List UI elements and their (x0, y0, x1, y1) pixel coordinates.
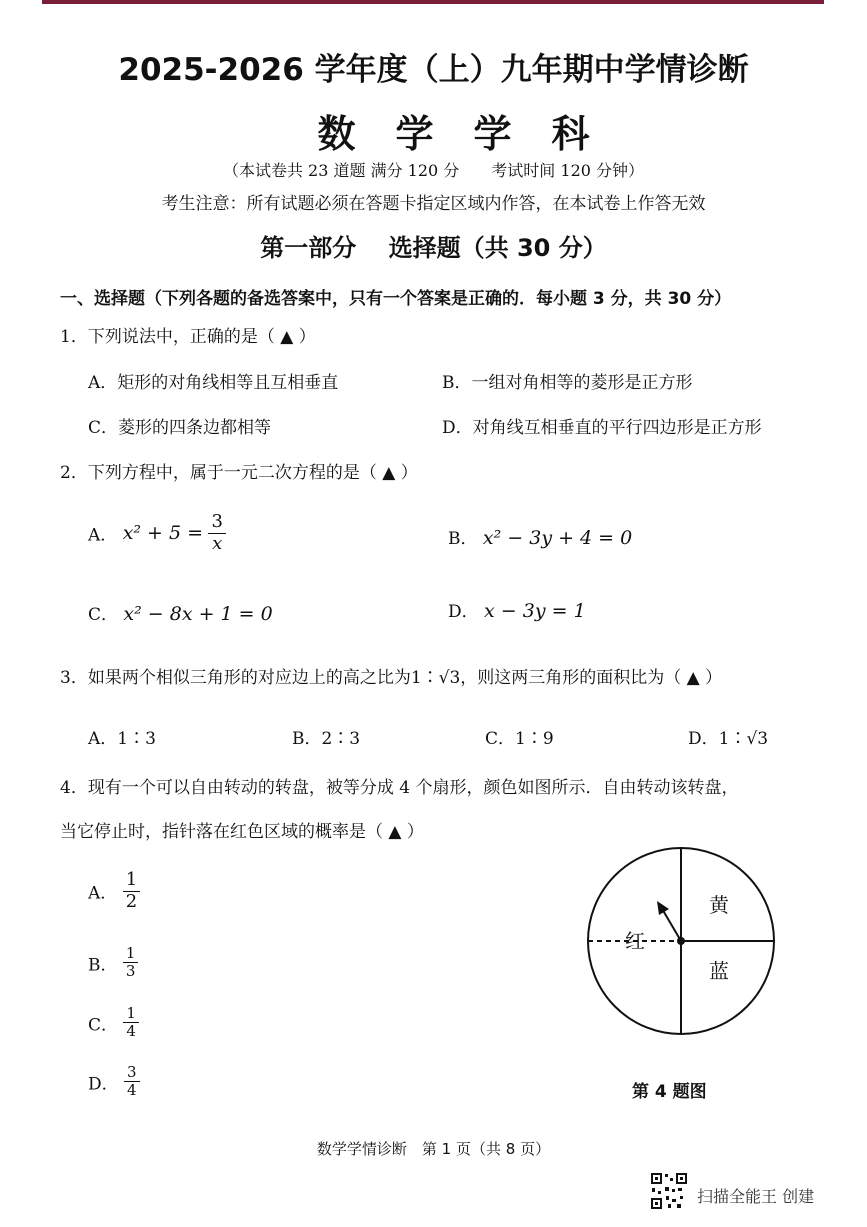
q1-option-b: B．一组对角相等的菱形是正方形 (442, 373, 693, 393)
q4-c-den: 4 (126, 1022, 136, 1041)
label-blue: 蓝 (709, 959, 729, 983)
q4-a-num: 1 (123, 870, 140, 892)
q2-a-num: 3 (208, 512, 225, 534)
exam-title: 2025-2026 学年度（上）九年期中学情诊断 (118, 52, 749, 88)
q4-option-d (88, 1064, 140, 1100)
q2-d-label: D． (448, 602, 479, 622)
q2-a-label: A． (88, 525, 118, 546)
subject-title: 数学学科 (317, 112, 630, 156)
q4-c-fraction (123, 1005, 139, 1041)
q4-option-c (88, 1005, 139, 1041)
scanner-watermark: 扫描全能王 创建 (697, 1187, 815, 1206)
q2-a-fraction (208, 512, 225, 554)
q4-d-label: D． (88, 1074, 119, 1095)
q2-d-expr: x − 3y = 1 (484, 600, 586, 622)
q2-option-d (448, 597, 586, 622)
q2-c-label: C． (88, 605, 119, 625)
q4-a-fraction (123, 870, 140, 912)
q4-d-den: 4 (127, 1081, 137, 1100)
q2-a-expr: x² + 5 = (122, 522, 204, 545)
part-heading: 第一部分 选择题（共 30 分） (260, 234, 607, 262)
pointer-arrowhead-icon (657, 901, 669, 915)
q4-d-num: 3 (124, 1064, 140, 1082)
q1-option-a: A．矩形的对角线相等且互相垂直 (88, 373, 339, 393)
q3-option-b: B．2∶3 (292, 729, 361, 749)
q4-b-fraction (123, 945, 139, 981)
q2-option-b (448, 524, 632, 549)
spinner-figure (585, 845, 785, 1045)
q4-b-label: B． (88, 955, 118, 976)
q4-a-label: A． (88, 883, 118, 904)
q1-option-c: C．菱形的四条边都相等 (88, 418, 272, 438)
q2-b-expr: x² − 3y + 4 = 0 (482, 527, 633, 549)
q2-option-c (88, 600, 273, 625)
section-heading: 一、选择题（下列各题的备选答案中，只有一个答案是正确的．每小题 3 分，共 30 分） (60, 289, 732, 309)
q3-option-d: D．1∶√3 (688, 729, 769, 749)
q2-option-a (88, 512, 226, 554)
q2-b-label: B． (448, 529, 478, 549)
exam-notice: 考生注意：所有试题必须在答题卡指定区域内作答，在本试卷上作答无效 (161, 194, 706, 214)
q1-option-d: D．对角线互相垂直的平行四边形是正方形 (442, 418, 762, 438)
q2-c-expr: x² − 8x + 1 = 0 (123, 603, 273, 625)
q4-stem-line2: 当它停止时，指针落在红色区域的概率是（ ▲ ） (60, 822, 424, 842)
q4-b-den: 3 (125, 962, 136, 981)
q2-a-den: x (212, 532, 223, 554)
exam-info: （本试卷共 23 道题 满分 120 分 考试时间 120 分钟） (222, 161, 645, 180)
qr-code-icon (650, 1172, 688, 1210)
figure-caption: 第 4 题图 (632, 1082, 707, 1102)
q4-c-label: C． (88, 1015, 119, 1036)
q2-stem: 2．下列方程中，属于一元二次方程的是（ ▲ ） (60, 463, 418, 483)
q3-option-a: A．1∶3 (88, 729, 156, 749)
spinner-center-dot (677, 937, 685, 945)
q4-a-den: 2 (125, 890, 138, 912)
q4-option-b (88, 945, 138, 981)
q4-d-fraction (124, 1064, 140, 1100)
label-yellow: 黄 (709, 893, 729, 917)
q4-c-num: 1 (123, 1005, 139, 1023)
q3-stem: 3．如果两个相似三角形的对应边上的高之比为1∶√3，则这两三角形的面积比为（ ▲ ） (60, 668, 723, 688)
page-footer: 数学学情诊断 第 1 页（共 8 页） (316, 1140, 551, 1158)
top-border (42, 0, 824, 4)
q3-option-c: C．1∶9 (485, 729, 554, 749)
q4-stem-line1: 4．现有一个可以自由转动的转盘，被等分成 4 个扇形，颜色如图所示．自由转动该转盘， (60, 778, 739, 798)
q1-stem: 1．下列说法中，正确的是（ ▲ ） (60, 327, 316, 347)
q4-b-num: 1 (123, 945, 139, 963)
label-red: 红 (625, 929, 645, 953)
q4-option-a (88, 870, 140, 912)
spinner-pointer (661, 907, 681, 941)
